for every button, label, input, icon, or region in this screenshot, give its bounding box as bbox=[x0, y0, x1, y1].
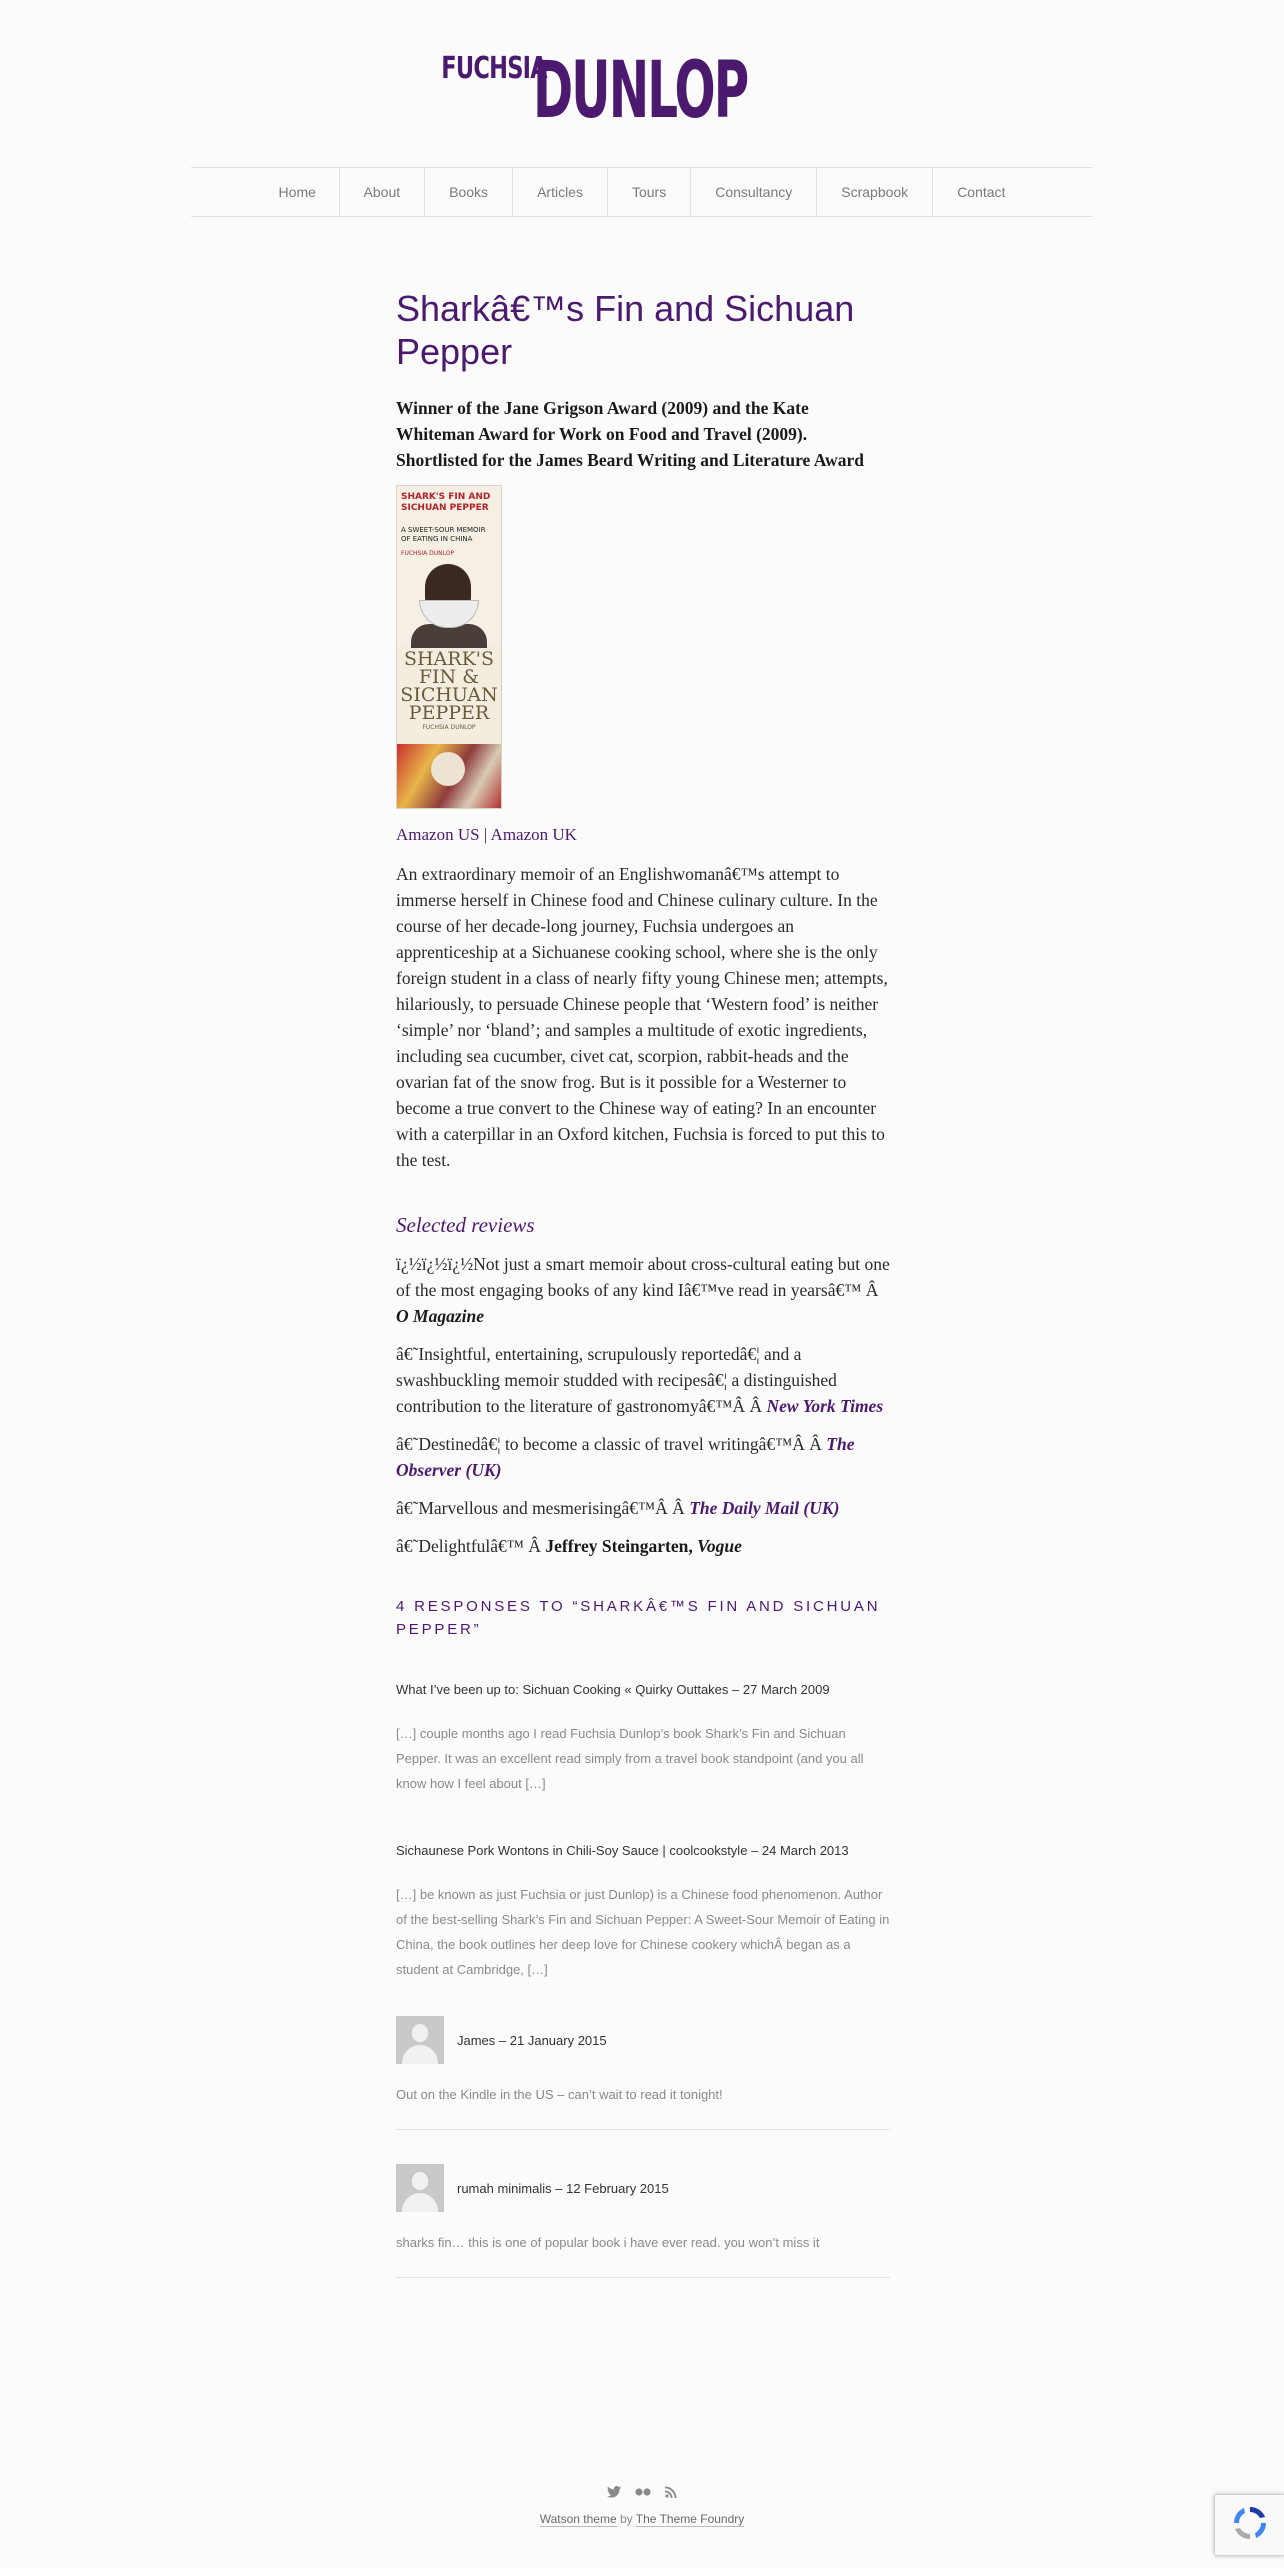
responses-heading: 4 RESPONSES TO “SHARKÂ€™S FIN AND SICHUAN PEPPER” bbox=[396, 1598, 881, 1638]
pingback-2 bbox=[396, 1842, 890, 1982]
book-description: An extraordinary memoir of an Englishwomanâ€™s attempt to immerse herself in Chinese food and Chinese culinary culture. In the course of her decade-long journey, Fuchsia undergoes an apprenticeship at a Sichuanese cooking school, where she is the only foreign student in a class of nearly fifty young Chinese men; attempts, hilariously, to persuade Chinese people that ‘Western food’ is neither ‘simple’ nor ‘bland’; and samples a multitude of exotic ingredients, including sea cucumber, civet cat, scorpion, rabbit-heads and the ovarian fat of the snow frog. But is it possible for a Westerner to become a true convert to the Chinese way of eating? In an encounter with a caterpillar in an Oxford kitchen, Fuchsia is forced to put this to the test. bbox=[396, 864, 888, 1170]
review-observer bbox=[396, 1431, 890, 1483]
recaptcha-icon bbox=[1230, 2503, 1270, 2543]
pingback-date: – 24 March 2013 bbox=[751, 1843, 849, 1858]
post-content bbox=[396, 287, 890, 2278]
amazon-us-link[interactable]: Amazon US bbox=[396, 825, 480, 844]
pingback-header bbox=[396, 1681, 890, 1699]
review-quote: â€˜Marvellous and mesmerisingâ€™Â Â bbox=[396, 1498, 690, 1518]
social-icons bbox=[0, 2482, 1284, 2502]
cover-subtitle: A SWEET-SOUR MEMOIR OF EATING IN CHINA bbox=[401, 526, 486, 543]
cover-flowers bbox=[397, 744, 501, 808]
logo-last-name: DUNLOP bbox=[532, 46, 747, 136]
watson-theme-link[interactable]: Watson theme bbox=[539, 2512, 617, 2526]
main-nav bbox=[191, 167, 1093, 217]
footer-credit bbox=[0, 2512, 1284, 2526]
award-text: Winner of the Jane Grigson Award (2009) and the Kate Whiteman Award for Work on Food and Travel (2009). Shortlisted for the James Beard Writing and Literature Award bbox=[396, 398, 864, 470]
review-vogue bbox=[396, 1533, 890, 1559]
rss-icon[interactable] bbox=[665, 2486, 677, 2498]
review-source-link[interactable]: New York Times bbox=[766, 1396, 884, 1416]
cover-author: FUCHSIA DUNLOP bbox=[401, 550, 455, 557]
comment-1 bbox=[396, 2016, 890, 2130]
pingback-text: […] couple months ago I read Fuchsia Dunlop’s book Shark’s Fin and Sichuan Pepper. It was an excellent read simply from a travel book standpoint (and you all know how I feel about […] bbox=[396, 1726, 864, 1791]
pingback-text: […] be known as just Fuchsia or just Dunlop) is a Chinese food phenomenon. Author of the best-selling Shark’s Fin and Sichuan Pepper: A Sweet-Sour Memoir of Eating in China, the book outlines her deep love for Chinese cookery whichÂ began as a student at Cambridge, […] bbox=[396, 1887, 890, 1977]
review-quote: â€˜Delightfulâ€™ Â bbox=[396, 1536, 546, 1556]
comment-author: James bbox=[457, 2032, 496, 2048]
pingback-link[interactable]: What I’ve been up to: Sichuan Cooking « Quirky Outtakes bbox=[396, 1682, 729, 1697]
recaptcha-badge[interactable] bbox=[1214, 2494, 1284, 2556]
review-source: Vogue bbox=[697, 1536, 742, 1556]
comment-date: – 12 February 2015 bbox=[555, 2180, 669, 2196]
comment-text: sharks fin… this is one of popular book i have ever read. you won’t miss it bbox=[396, 2235, 820, 2250]
comment-meta bbox=[457, 2033, 607, 2048]
review-o-magazine bbox=[396, 1251, 890, 1329]
comment-header bbox=[396, 2016, 890, 2064]
logo-first-name: FUCHSIA bbox=[440, 51, 547, 86]
nav-scrapbook[interactable]: Scrapbook bbox=[816, 168, 932, 216]
site-logo[interactable] bbox=[0, 46, 1284, 136]
cover-big-author: FUCHSIA DUNLOP bbox=[422, 724, 476, 731]
pingback-header bbox=[396, 1842, 890, 1860]
pingback-1 bbox=[396, 1681, 890, 1796]
nav-contact[interactable]: Contact bbox=[932, 168, 1029, 216]
reviews-heading: Selected reviews bbox=[396, 1213, 535, 1237]
post-title: Sharkâ€™s Fin and Sichuan Pepper bbox=[396, 288, 855, 372]
cover-title: SHARK'S FIN AND SICHUAN PEPPER bbox=[401, 492, 491, 513]
comment-date: – 21 January 2015 bbox=[498, 2032, 607, 2048]
buy-links bbox=[396, 823, 890, 847]
pingback-link[interactable]: Sichaunese Pork Wontons in Chili-Soy Sauce | coolcookstyle bbox=[396, 1843, 748, 1858]
review-person: Jeffrey Steingarten, bbox=[545, 1536, 693, 1556]
theme-foundry-link[interactable]: The Theme Foundry bbox=[635, 2512, 745, 2526]
comment-text: Out on the Kindle in the US – can’t wait to read it tonight! bbox=[396, 2087, 723, 2102]
review-quote: â€˜Destinedâ€¦ to become a classic of travel writingâ€™Â Â bbox=[396, 1434, 827, 1454]
buy-links-separator: | bbox=[483, 825, 488, 844]
review-nyt bbox=[396, 1341, 890, 1419]
comment-author: rumah minimalis bbox=[457, 2180, 552, 2196]
comment-header bbox=[396, 2164, 890, 2212]
avatar bbox=[396, 2016, 444, 2064]
review-quote: ï¿½ï¿½ï¿½Not just a smart memoir about cross-cultural eating but one of the most engaging books of any kind Iâ€™ve read in yearsâ€™ Â bbox=[396, 1254, 890, 1300]
book-cover-image[interactable] bbox=[396, 485, 502, 809]
flickr-icon[interactable] bbox=[635, 2488, 651, 2496]
site-footer bbox=[0, 2482, 1284, 2526]
nav-consultancy[interactable]: Consultancy bbox=[690, 168, 816, 216]
review-quote: â€˜Insightful, entertaining, scrupulously reportedâ€¦ and a swashbuckling memoir studded with recipesâ€¦ a distinguished contribution to the literature of gastronomyâ€™Â Â bbox=[396, 1344, 837, 1416]
nav-books[interactable]: Books bbox=[424, 168, 512, 216]
nav-home[interactable]: Home bbox=[278, 184, 316, 200]
nav-about[interactable]: About bbox=[339, 168, 425, 216]
twitter-icon[interactable] bbox=[607, 2486, 621, 2498]
avatar bbox=[396, 2164, 444, 2212]
review-source-link[interactable]: The Daily Mail (UK) bbox=[689, 1498, 840, 1518]
footer-by: by bbox=[619, 2512, 633, 2526]
review-daily-mail bbox=[396, 1495, 890, 1521]
pingback-date: – 27 March 2009 bbox=[732, 1682, 830, 1697]
amazon-uk-link[interactable]: Amazon UK bbox=[490, 825, 577, 844]
comment-meta bbox=[457, 2181, 669, 2196]
review-source: O Magazine bbox=[396, 1306, 484, 1326]
cover-big-title: SHARK'S FIN & SICHUAN PEPPER bbox=[400, 648, 498, 724]
nav-tours[interactable]: Tours bbox=[607, 168, 690, 216]
review-source-link[interactable]: The Observer (UK) bbox=[396, 1434, 855, 1480]
comment-2 bbox=[396, 2164, 890, 2278]
nav-articles[interactable]: Articles bbox=[512, 168, 607, 216]
